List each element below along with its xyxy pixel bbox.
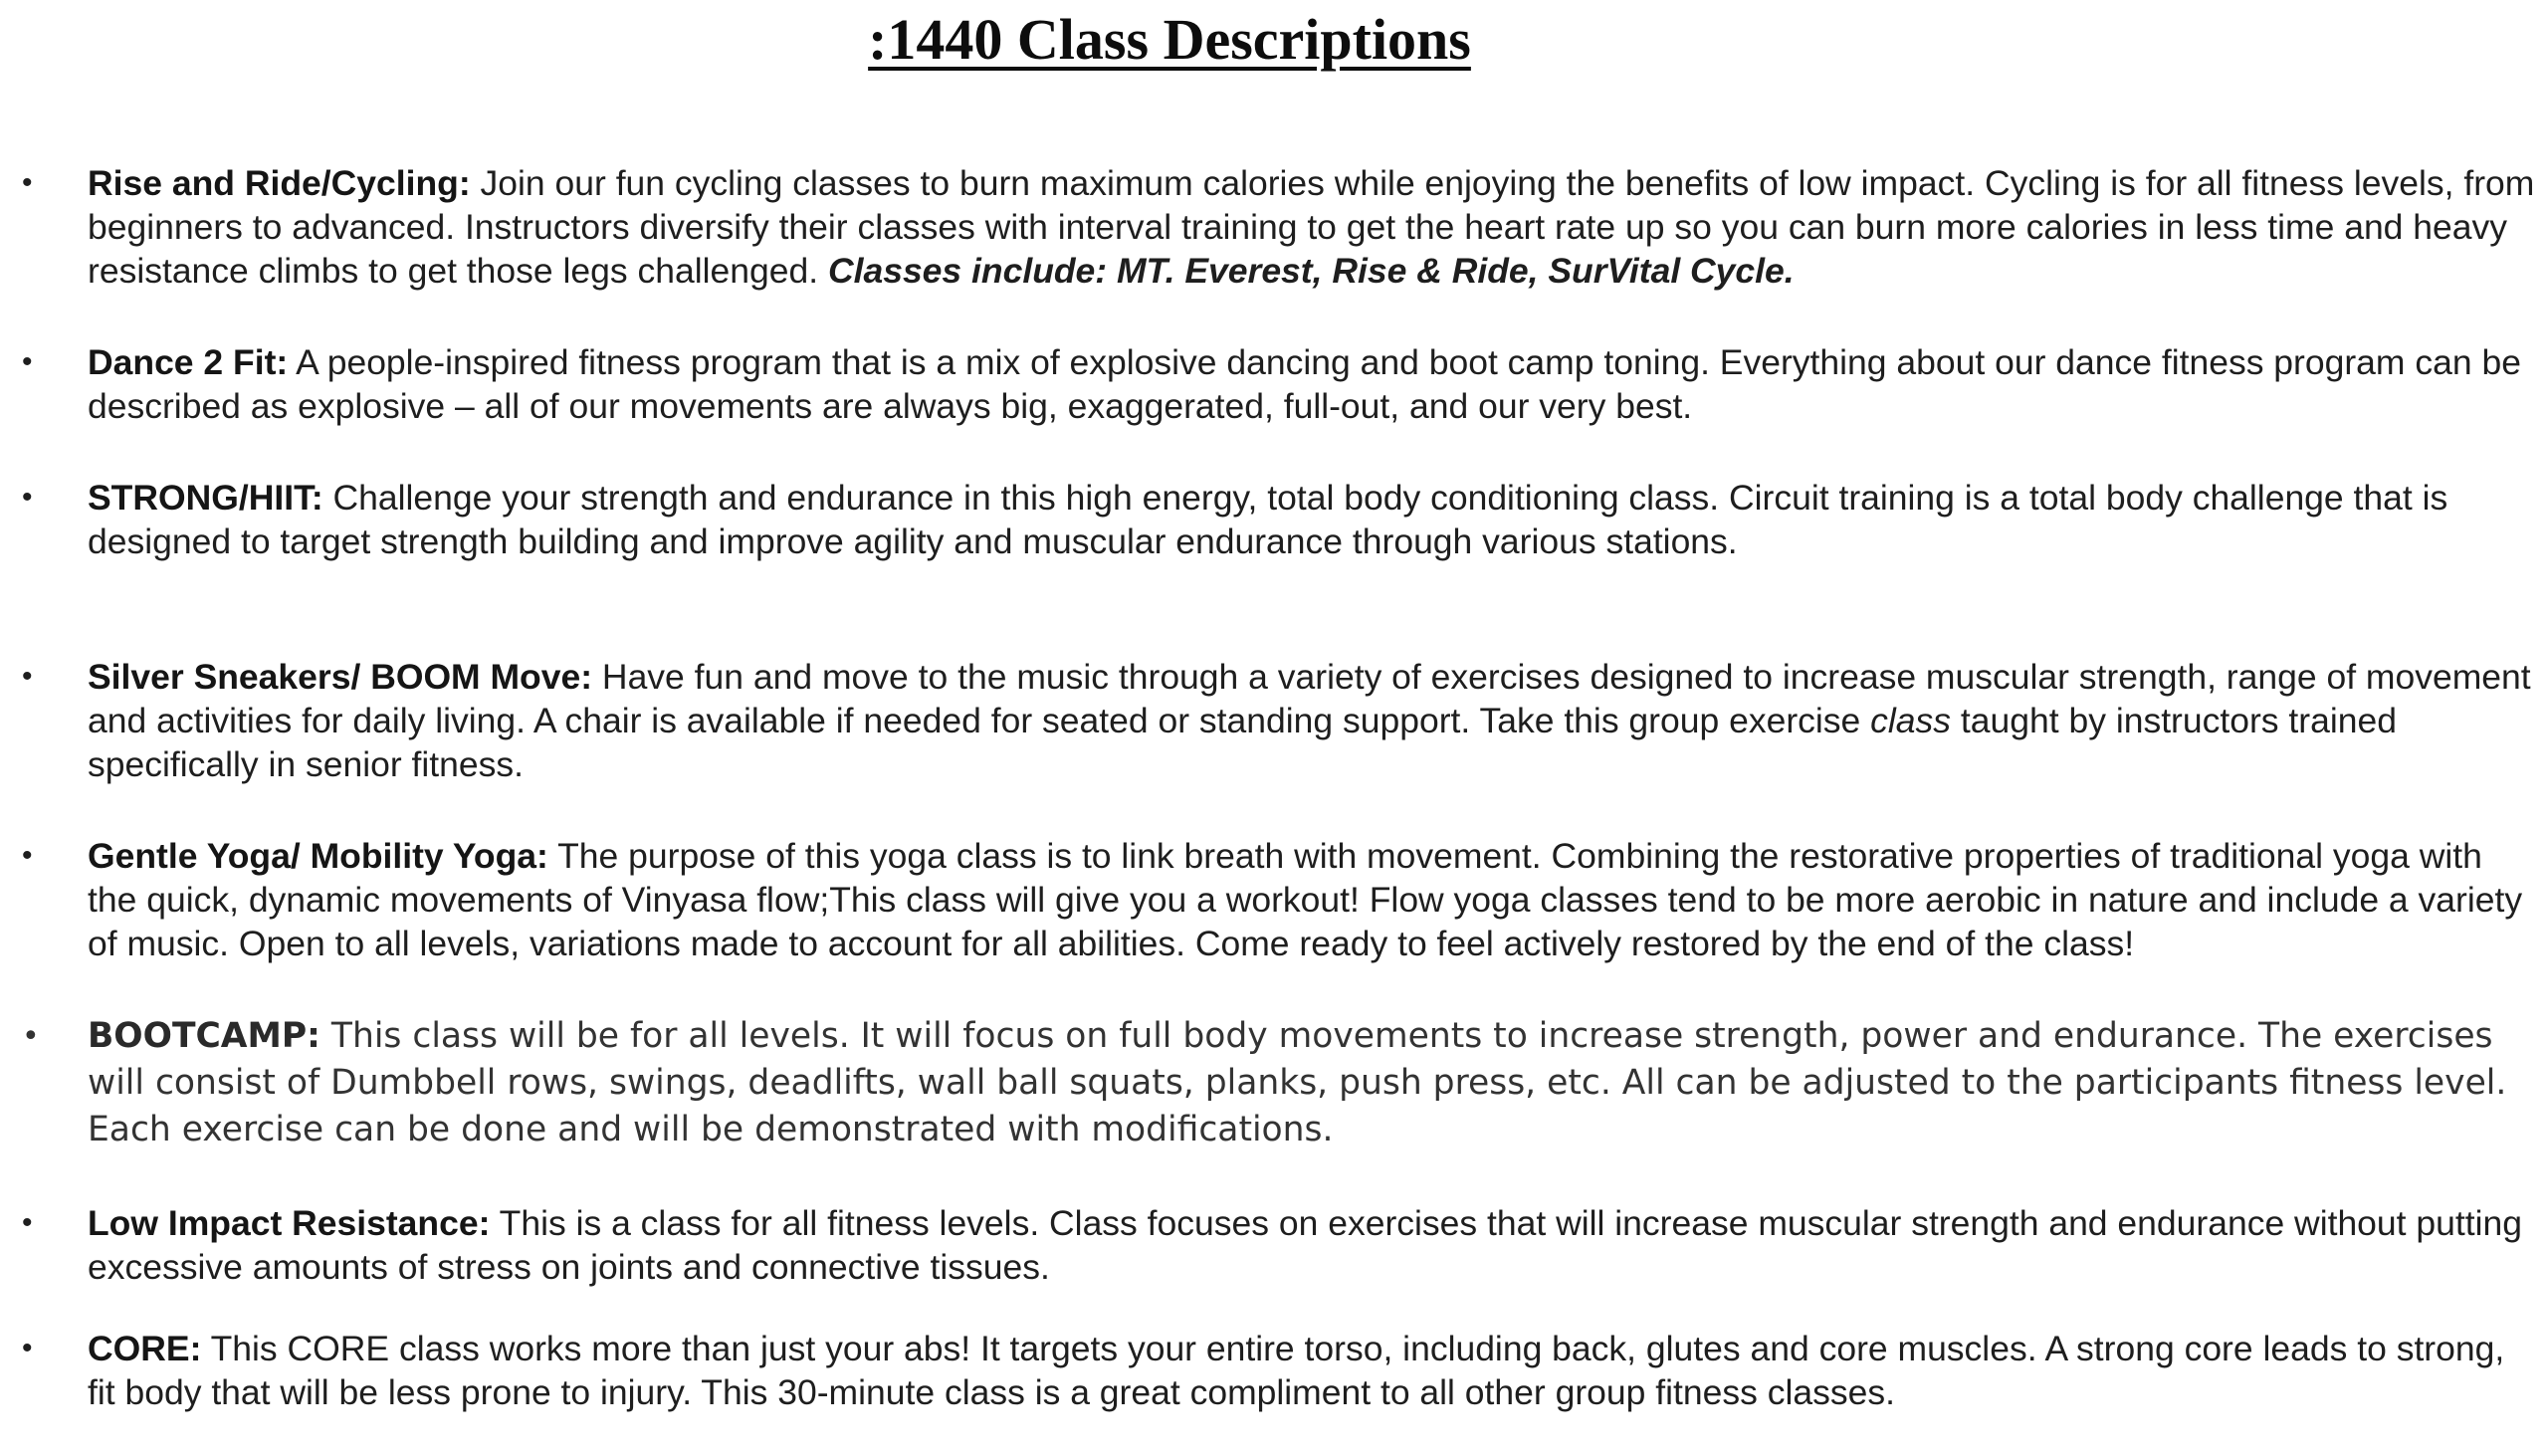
class-description: Join our fun cycling classes to burn maximum calories while enjoying the benefits of low impact. Cycling is for all fitness levels, from beginners to advanced. Instructors diversify their classes with interval training to get the heart rate up so you can burn more calories in less time and heavy resistance climbs to get those legs challenged. <box>88 163 2535 291</box>
class-name: BOOTCAMP: <box>88 1016 320 1056</box>
bullet-icon: • <box>22 1206 33 1239</box>
class-entry-rise-and-ride <box>0 161 2548 293</box>
class-name: CORE: <box>88 1329 202 1368</box>
class-entry-strong-hiit <box>0 476 2548 563</box>
class-entry-low-impact-resistance <box>0 1201 2548 1289</box>
class-name: Dance 2 Fit: <box>88 342 289 382</box>
class-description: This class will be for all levels. It will focus on full body movements to increase strength, power and endurance. The exercises will consist of Dumbbell rows, swings, deadlifts, wall ball squats, planks, push press, etc. All can be adjusted to the participants fitness level. Each exercise can be done and will be demonstrated with modifications. <box>88 1016 2507 1149</box>
bullet-icon: • <box>22 1019 40 1054</box>
class-entry-silver-sneakers <box>0 655 2548 786</box>
class-name: Rise and Ride/Cycling: <box>88 163 471 203</box>
class-entry-dance-2-fit <box>0 340 2548 428</box>
class-entry-bootcamp <box>0 1013 2548 1153</box>
class-includes: Classes include: MT. Everest, Rise & Ride, SurVital Cycle. <box>827 251 1795 291</box>
bullet-icon: • <box>22 660 33 693</box>
class-description: A people-inspired fitness program that is a mix of explosive dancing and boot camp toning. Everything about our dance fitness program can be described as explosive – all of our movements are always big, exaggerated, full-out, and our very best. <box>88 342 2521 426</box>
class-entry-gentle-yoga <box>0 834 2548 965</box>
bullet-icon: • <box>22 345 33 378</box>
class-description: This is a class for all fitness levels. Class focuses on exercises that will increase muscular strength and endurance without putting excessive amounts of stress on joints and connective tissues. <box>88 1203 2522 1287</box>
class-description: The purpose of this yoga class is to link breath with movement. Combining the restorative properties of traditional yoga with the quick, dynamic movements of Vinyasa flow;This class will give you a workout! Flow yoga classes tend to be more aerobic in nature and include a variety of music. Open to all levels, variations made to account for all abilities. Come ready to feel actively restored by the end of the class! <box>88 836 2523 963</box>
class-description: This CORE class works more than just your abs! It targets your entire torso, including back, glutes and core muscles. A strong core leads to strong, fit body that will be less prone to injury. This 30-minute class is a great compliment to all other group fitness classes. <box>88 1329 2505 1412</box>
class-description: Challenge your strength and endurance in this high energy, total body conditioning class. Circuit training is a total body challenge that is designed to target strength building and improve agility and muscular endurance through various stations. <box>88 478 2448 561</box>
page-title: :1440 Class Descriptions <box>868 7 1471 72</box>
class-description: Have fun and move to the music through a variety of exercises designed to increase muscular strength, range of movement and activities for daily living. A chair is available if needed for seated or standing support. Take this group exercise <box>88 657 2531 740</box>
class-description-list <box>0 161 2548 1414</box>
class-name: Silver Sneakers/ BOOM Move: <box>88 657 593 697</box>
bullet-icon: • <box>22 1332 33 1364</box>
bullet-icon: • <box>22 481 33 514</box>
class-name: Low Impact Resistance: <box>88 1203 491 1243</box>
class-name: STRONG/HIIT: <box>88 478 323 518</box>
class-description-end: taught by instructors trained specifically in senior fitness. <box>88 701 2397 784</box>
bullet-icon: • <box>22 839 33 872</box>
class-description-italic: class <box>1870 701 1952 740</box>
class-entry-core <box>0 1327 2548 1414</box>
bullet-icon: • <box>22 166 33 199</box>
class-name: Gentle Yoga/ Mobility Yoga: <box>88 836 548 876</box>
